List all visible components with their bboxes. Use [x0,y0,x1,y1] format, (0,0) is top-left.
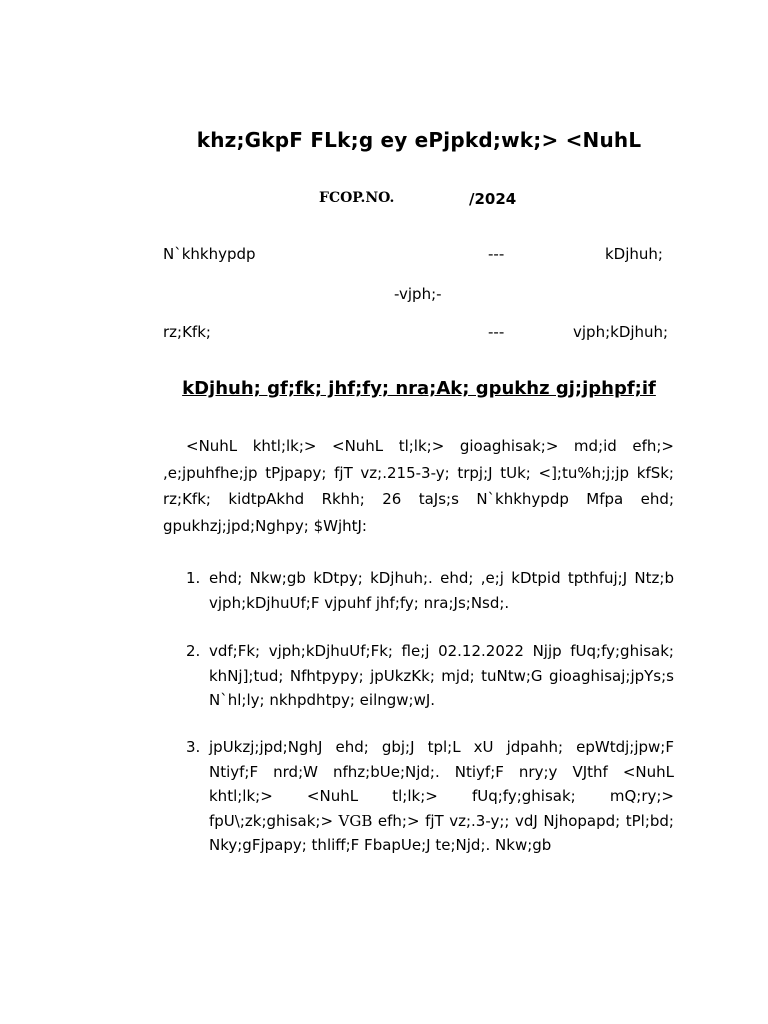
list-item-text: vdf;Fk; vjph;kDjhuUf;Fk; fle;j 02.12.2022 Njjp fUq;fy;ghisak; khNj];tud; Nfhtpypy; jpUkzKk; mjd; tuNtw;G gioaghisaj;jpYs;s N`hl;ly; nkhpdhtpy; eilngw;wJ. [209,642,674,709]
list-item-text-part: efh;> fjT vz;.3-y;; vdJ Njhopapd; tPl;bd; Nky;gFjpapy; thliff;F FbapUe;J te;Njd;. Nkw;gb [209,811,674,854]
list-item-text-vgb: VGB [338,811,373,830]
list-item-number: 2. [186,642,201,660]
respondent-role: vjph;kDjhuh; [573,323,669,341]
petitioner-role: kDjhuh; [605,245,663,263]
petitioner-dash: --- [488,245,505,263]
list-item-number: 1. [186,569,201,587]
list-item [186,566,674,615]
list-item-text-part: jpUkzj;jpd;NghJ ehd; gbj;J tpl;L xU jdpahh; epWtdj;jpw;F Ntiyf;F nrd;W nfhz;bUe;Njd;. Ntiyf;F nry;y VJthf <NuhL khtl;lk;> <NuhL tl;lk;> fUq;fy;ghisak; mQ;ry;> fpU\;zk;ghisak;> [209,738,674,830]
intro-paragraph: <NuhL khtl;lk;> <NuhL tl;lk;> gioaghisak;> md;id efh;> ,e;jpuhfhe;jp tPjpapy; fjT vz;.215-3-y; trpj;J tUk; <];tu%h;j;jp kfSk; rz;Kfk; kidtpAkhd Rkhh; 26 taJs;s N`khkhypdp Mfpa ehd; gpukhzj;jpd;Nghpy; $WjhtJ: [163,437,674,535]
list-item-text [209,735,674,858]
respondent-row [163,323,673,343]
list-item-number: 3. [186,738,201,756]
list-item-text: ehd; Nkw;gb kDtpy; kDjhuh;. ehd; ,e;j kDtpid tpthfuj;J Ntz;b vjph;kDjhuUf;F vjpuhf jhf;fy; nra;Js;Nsd;. [209,569,674,612]
list-item [186,735,674,858]
petitioner-row [163,245,673,265]
respondent-name: rz;Kfk; [163,323,211,341]
document-heading: kDjhuh; gf;fk; jhf;fy; nra;Ak; gpukhz gj;jphpf;if [182,378,656,399]
petitioner-name: N`khkhypdp [163,245,256,263]
court-title: khz;GkpF FLk;g ey ePjpkd;wk;> <NuhL [196,128,642,152]
case-number-label: FCOP.NO. [319,190,395,206]
list-item [186,639,674,713]
respondent-dash: --- [488,323,505,341]
case-year: /2024 [469,190,517,208]
versus-label: -vjph;- [394,285,442,303]
